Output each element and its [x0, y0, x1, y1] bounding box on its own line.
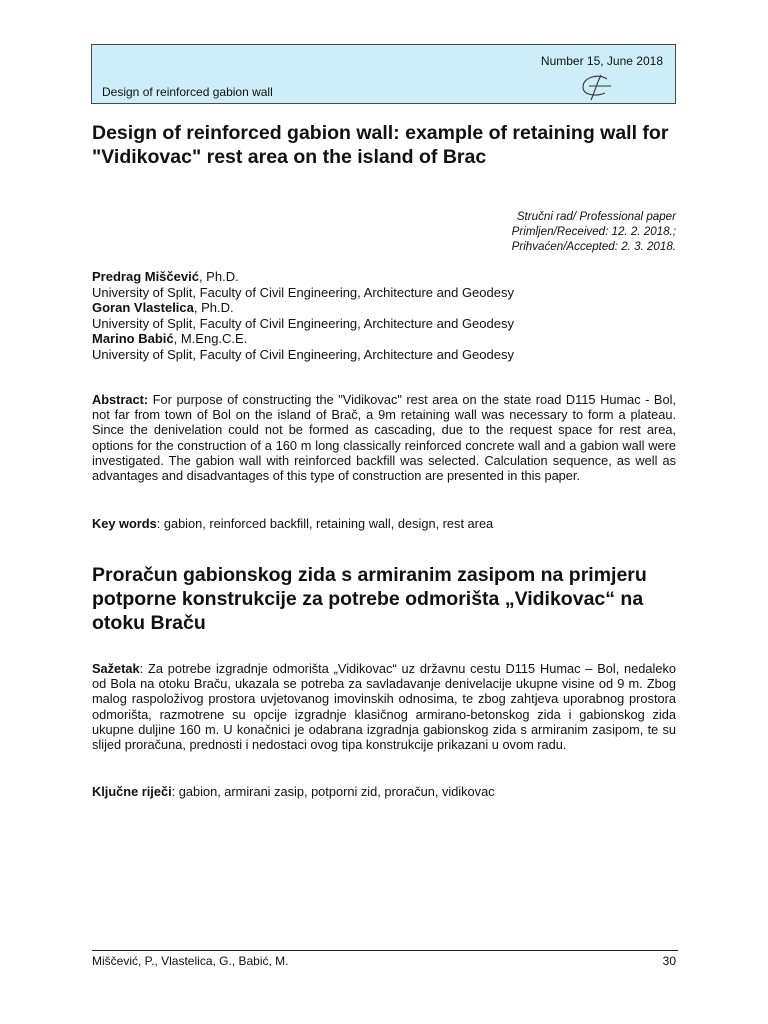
kljucne-label: Ključne riječi — [92, 784, 172, 799]
author-degree: , M.Eng.C.E. — [173, 331, 248, 346]
accepted-date: Prihvaćen/Accepted: 2. 3. 2018. — [511, 240, 676, 253]
sazetak-text: : Za potrebe izgradnje odmorišta „Vidikovac“ uz državnu cestu D115 Humac – Bol, nedaleko od Bola na otoku Braču, ukazala se potreba za savladavanje denivelacije ukupne visine od 9 m. Zbog malog raspoloživog prostora uvjetovanog imovinskih odnosima, te zbog zahtjeva uporabnog prostora odmorišta, razmotrene su opcije izgradnje klasičnog armirano-betonskog zida i gabionskog zida ukupne duljine 160 m. U konačnici je odabrana izgradnja gabionskog zida s armiranim zasipom, te su slijed proračuna, prednosti i nedostaci ovog tipa konstrukcije prikazani u ovom radu. — [92, 661, 676, 753]
author-degree: , Ph.D. — [193, 300, 234, 315]
author-affiliation: University of Split, Faculty of Civil Engineering, Architecture and Geodesy — [92, 315, 514, 331]
footer-authors: Miščević, P., Vlastelica, G., Babić, M. — [92, 954, 289, 968]
abstract-text: For purpose of constructing the "Vidikovac" rest area on the state road D115 Humac - Bol, not far from town of Bol on the island of Brač, a 9m retaining wall was necessary to form a plateau. Since the denivelation could not be formed as cascading, due to the request space for rest area, options for the construction of a 160 m long classically reinforced concrete wall and a gabion wall were investigated. The gabion wall with reinforced backfill was selected. Calculation sequence, as well as advantages and disadvantages of this type of construction are presented in this paper. — [92, 392, 676, 484]
paper-title: Design of reinforced gabion wall: example of retaining wall for "Vidikovac" rest area on the island of Brac — [92, 122, 669, 168]
author-name: Goran Vlastelica — [92, 300, 194, 315]
received-date: Primljen/Received: 12. 2. 2018.; — [511, 225, 676, 238]
issue-number: Number 15, June 2018 — [540, 54, 663, 68]
journal-header — [91, 44, 676, 104]
journal-logo-icon — [577, 73, 617, 101]
author-entry — [92, 269, 692, 285]
author-degree: , Ph.D. — [198, 269, 239, 284]
sazetak — [92, 661, 676, 752]
page-number: 30 — [662, 954, 676, 968]
footer-divider — [92, 950, 678, 951]
kljucne-rijeci — [92, 784, 676, 799]
author-list — [92, 269, 692, 362]
keywords-text: : gabion, reinforced backfill, retaining wall, design, rest area — [156, 516, 494, 531]
author-entry — [92, 300, 692, 316]
paper-type: Stručni rad/ Professional paper — [516, 210, 676, 223]
author-name: Predrag Miščević — [92, 269, 199, 284]
author-entry — [92, 331, 692, 347]
author-affiliation: University of Split, Faculty of Civil Engineering, Architecture and Geodesy — [92, 346, 514, 362]
running-title: Design of reinforced gabion wall — [102, 85, 273, 99]
author-affiliation: University of Split, Faculty of Civil Engineering, Architecture and Geodesy — [92, 284, 514, 300]
kljucne-text: : gabion, armirani zasip, potporni zid, proračun, vidikovac — [171, 784, 495, 799]
author-name: Marino Babić — [92, 331, 174, 346]
sazetak-label: Sažetak — [92, 661, 140, 676]
croatian-title: Proračun gabionskog zida s armiranim zasipom na primjeru potporne konstrukcije za potrebe odmorišta „Vidikovac“ na otoku Braču — [92, 564, 647, 634]
abstract-label: Abstract: — [92, 392, 149, 407]
keywords-label: Key words — [92, 516, 157, 531]
abstract — [92, 392, 676, 483]
keywords — [92, 516, 676, 531]
paper-meta — [376, 209, 676, 254]
